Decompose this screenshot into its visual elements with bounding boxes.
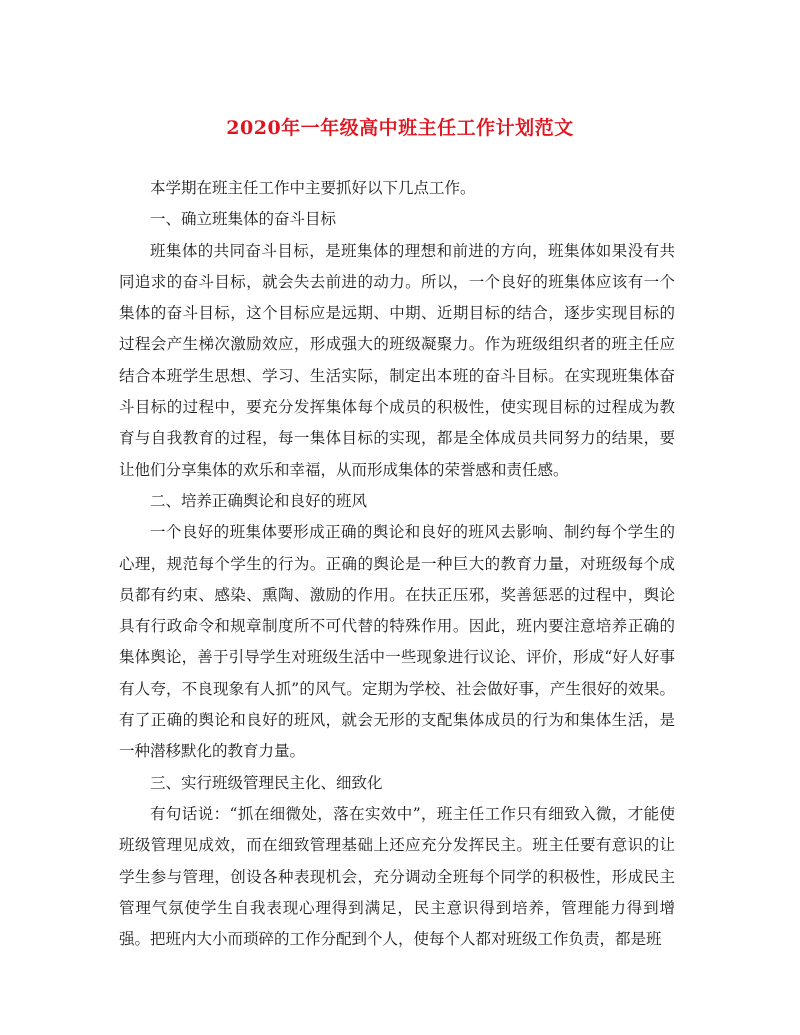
document-title: 2020年一年级高中班主任工作计划范文 (226, 117, 574, 139)
section-heading-2: 二、培养正确舆论和良好的班风 (150, 491, 368, 510)
section-heading-1: 一、确立班集体的奋斗目标 (150, 210, 337, 229)
paragraph-intro: 本学期在班主任工作中主要抓好以下几点工作。 (150, 179, 476, 197)
paragraph-section-2: 一个良好的班集体要形成正确的舆论和良好的班风去影响、制约每个学生的心理，规范每个学生的行为。正确的舆论是一种巨大的教育力量，对班级每个成员都有约束、感染、熏陶、激励的作用。在扶正压邪，奖善惩恶的过程中，舆论具有行政命令和规章制度所不可代替的特殊作用。因此，班内要注意培养正确的集体舆论，善于引导学生对班级生活中一些现象进行议论、评价，形成“好人好事有人夸，不良现象有人抓”的风气。定期为学校、社会做好事，产生很好的效果。有了正确的舆论和良好的班风，就会无形的支配集体成员的行为和集体生活，是一种潜移默化的教育力量。 (119, 523, 675, 761)
paragraph-section-1: 班集体的共同奋斗目标，是班集体的理想和前进的方向，班集体如果没有共同追求的奋斗目标，就会失去前进的动力。所以，一个良好的班集体应该有一个集体的奋斗目标，这个目标应是远期、中期、近期目标的结合，逐步实现目标的过程会产生梯次激励效应，形成强大的班级凝聚力。作为班级组织者的班主任应结合本班学生思想、学习、生活实际，制定出本班的奋斗目标。在实现班集体奋斗目标的过程中，要充分发挥集体每个成员的积极性，使实现目标的过程成为教育与自我教育的过程，每一集体目标的实现，都是全体成员共同努力的结果，要让他们分享集体的欢乐和幸福，从而形成集体的荣誉感和责任感。 (119, 241, 675, 479)
section-heading-3: 三、实行班级管理民主化、细致化 (150, 773, 383, 792)
paragraph-section-3: 有句话说：“抓在细微处，落在实效中”，班主任工作只有细致入微，才能使班级管理见成效，而在细致管理基础上还应充分发挥民主。班主任要有意识的让学生参与管理，创设各种表现机会，充分调动全班每个同学的积极性，形成民主管理气氛使学生自我表现心理得到满足，民主意识得到培养，管理能力得到增强。把班内大小而琐碎的工作分配到个人，使每个人都对班级工作负责，都是班 (119, 804, 675, 949)
document-body (119, 173, 675, 955)
